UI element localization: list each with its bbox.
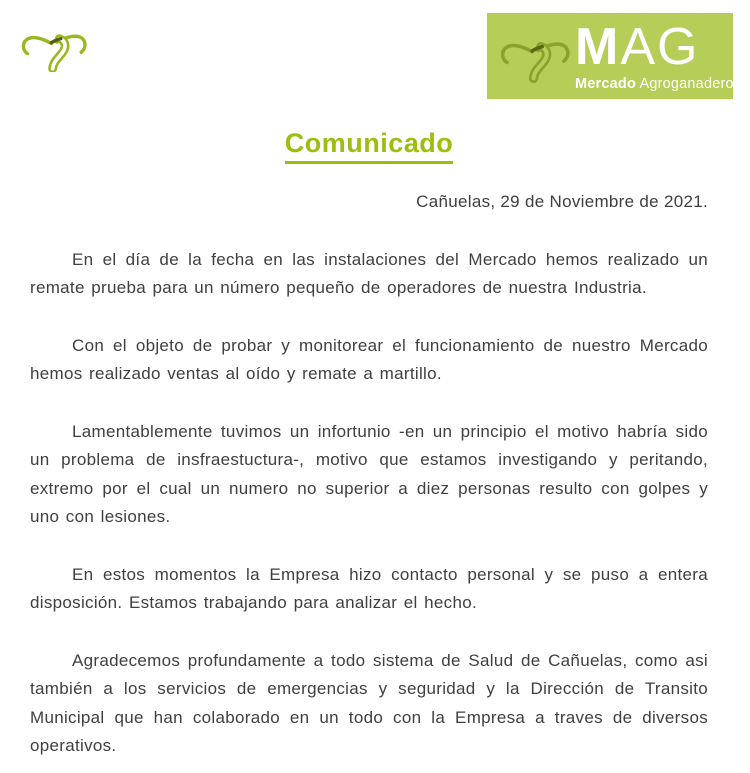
dateline: Cañuelas, 29 de Noviembre de 2021.: [416, 192, 708, 211]
left-horn-stroke: [23, 38, 51, 54]
paragraph-4: En estos momentos la Empresa hizo contacto personal y se puso a entera disposición. Estamos trabajando para analizar el hecho.: [30, 564, 708, 612]
page-title: [30, 128, 708, 164]
paragraph-3: Lamentablemente tuvimos un infortunio -en un principio el motivo habría sido un problema de insfraestuctura-, motivo que estamos investigando y peritando, extremo por el cual un numero no superior a diez personas resulto con golpes y uno con lesiones.: [30, 421, 708, 526]
mag-subtitle: [575, 76, 734, 92]
mag-logo-text: [575, 17, 734, 92]
mag-logo: [487, 13, 733, 99]
mag-subtitle-bold: Mercado: [575, 75, 637, 92]
mag-subtitle-regular: Agroganadero: [636, 75, 734, 92]
paragraph-2: Con el objeto de probar y monitorear el funcionamiento de nuestro Mercado hemos realizado ventas al oído y remate a martillo.: [30, 335, 708, 383]
paragraph-1: En el día de la fecha en las instalaciones del Mercado hemos realizado un remate prueba para un número pequeño de operadores de nuestra Industria.: [30, 249, 708, 297]
left-horn-stroke: [503, 45, 533, 62]
mag-acronym: [575, 17, 734, 76]
mag-cattle-icon: [499, 26, 571, 86]
page-title-text: Comunicado: [285, 128, 454, 164]
paragraph-5: Agradecemos profundamente a todo sistema de Salud de Cañuelas, como asi también a los servicios de emergencias y seguridad y la Dirección de Transito Municipal que han colaborado en un todo con la Empresa a traves de diversos operativos.: [30, 650, 708, 755]
mag-acronym-bold: M: [575, 17, 621, 76]
cattle-brand-icon: [20, 23, 88, 72]
mag-acronym-light: AG: [620, 17, 700, 76]
letter-body: [30, 128, 708, 761]
